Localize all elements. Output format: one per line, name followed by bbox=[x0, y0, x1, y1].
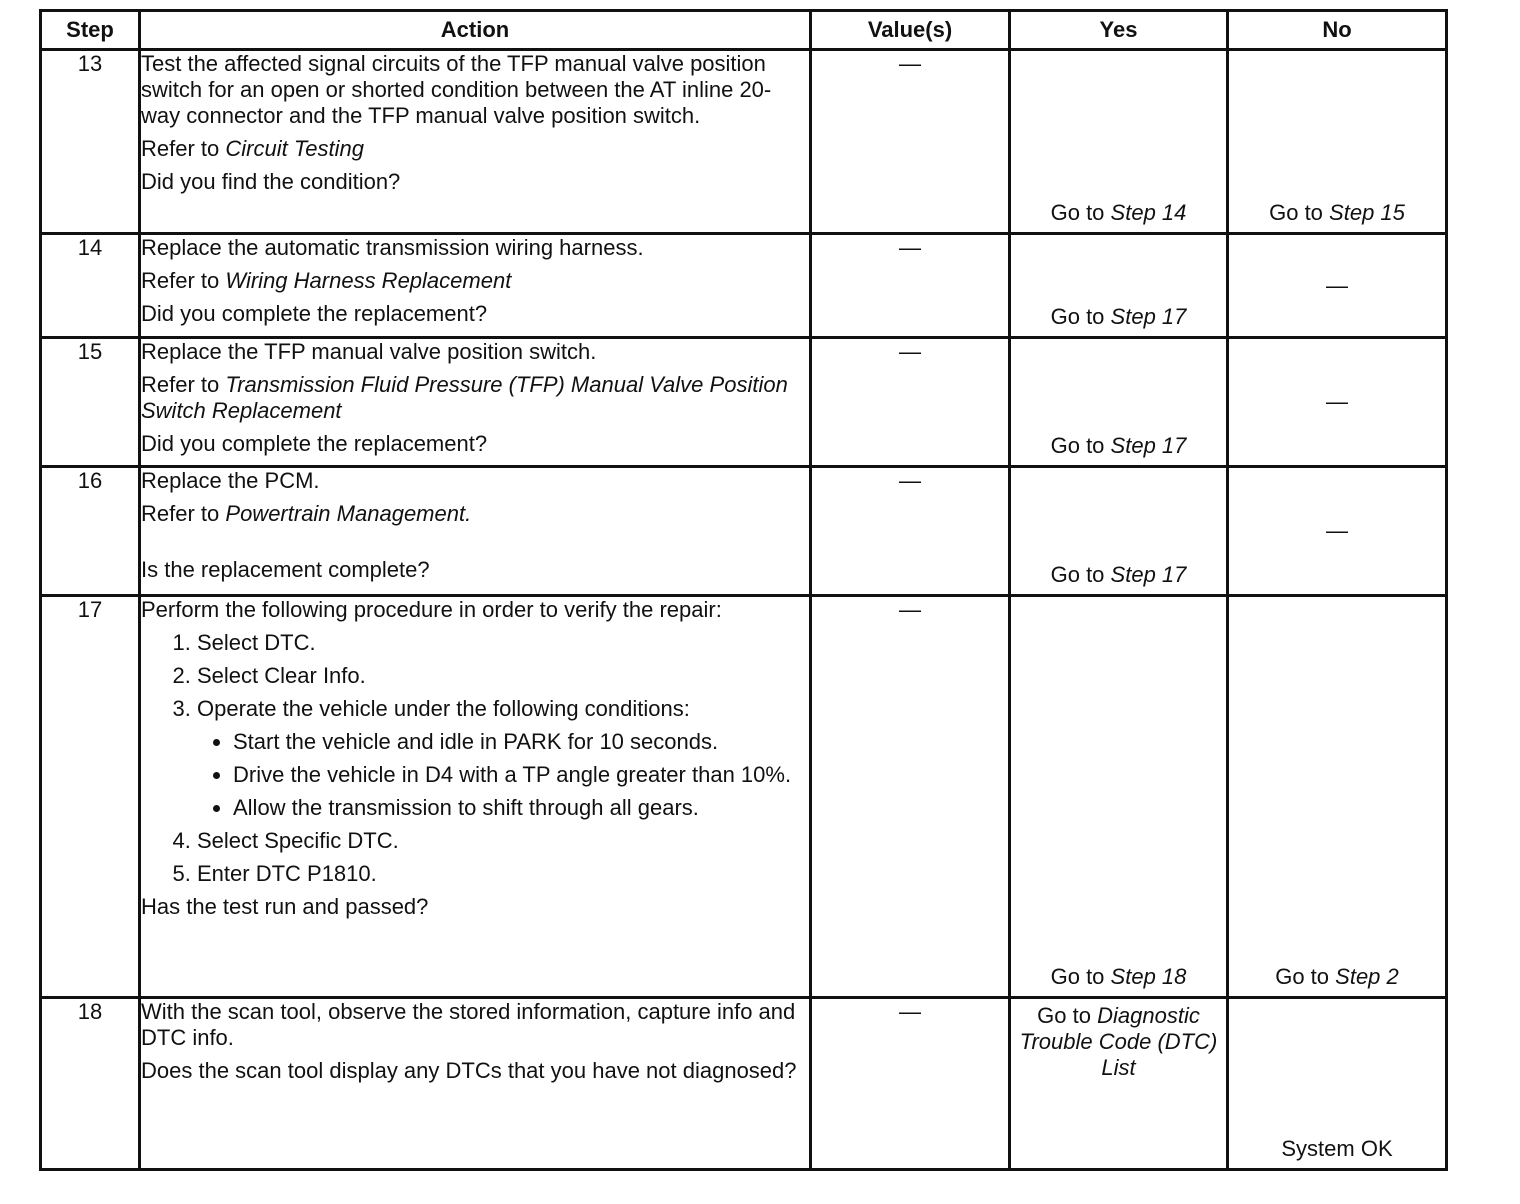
refer-link[interactable]: Wiring Harness Replacement bbox=[225, 268, 512, 293]
step-number: 15 bbox=[41, 338, 140, 467]
procedure-item: 1. Select DTC. bbox=[197, 630, 809, 656]
value-cell: — bbox=[811, 467, 1010, 596]
question-text: Has the test run and passed? bbox=[141, 894, 429, 919]
no-cell bbox=[1228, 596, 1447, 998]
refer-link-rest[interactable]: Management. bbox=[336, 501, 472, 526]
no-value: — bbox=[1326, 272, 1348, 298]
yes-cell bbox=[1010, 50, 1228, 234]
yes-goto[interactable] bbox=[1011, 999, 1226, 1081]
action-text: With the scan tool, observe the stored information, capture info and DTC info. bbox=[141, 999, 796, 1050]
condition-item: • Start the vehicle and idle in PARK for 10 seconds. bbox=[233, 729, 809, 755]
condition-item: • Drive the vehicle in D4 with a TP angle greater than 10%. bbox=[233, 762, 809, 788]
yes-goto[interactable] bbox=[1011, 304, 1226, 330]
table-row-step-14 bbox=[41, 234, 1447, 338]
refer-link[interactable]: Transmission Fluid Pressure (TFP) Manual Valve Position Switch Replacement bbox=[141, 372, 788, 423]
goto-prefix: Go to bbox=[1275, 964, 1330, 989]
action-cell bbox=[140, 467, 811, 596]
no-cell bbox=[1228, 50, 1447, 234]
value-cell: — bbox=[811, 50, 1010, 234]
refer-prefix: Refer to bbox=[141, 268, 220, 293]
action-text: Replace the TFP manual valve position switch. bbox=[141, 339, 597, 364]
refer-link[interactable]: Powertrain bbox=[225, 501, 331, 526]
yes-goto[interactable] bbox=[1011, 433, 1226, 459]
question-text: Did you complete the replacement? bbox=[141, 431, 488, 456]
refer-link[interactable]: Circuit Testing bbox=[225, 136, 364, 161]
goto-prefix: Go to bbox=[1037, 1003, 1091, 1028]
action-cell bbox=[140, 234, 811, 338]
header-values: Value(s) bbox=[811, 11, 1010, 50]
yes-cell bbox=[1010, 234, 1228, 338]
no-value: — bbox=[1326, 518, 1348, 543]
goto-step: Step 18 bbox=[1110, 964, 1187, 989]
goto-prefix: Go to bbox=[1050, 433, 1105, 458]
goto-prefix: Go to bbox=[1050, 964, 1105, 989]
table-row-step-16 bbox=[41, 467, 1447, 596]
goto-step: Step 2 bbox=[1335, 964, 1399, 989]
action-text: Replace the automatic transmission wiring harness. bbox=[141, 235, 644, 260]
step-number: 18 bbox=[41, 998, 140, 1170]
header-step: Step bbox=[41, 11, 140, 50]
goto-prefix: Go to bbox=[1050, 200, 1105, 225]
yes-goto[interactable] bbox=[1011, 964, 1226, 990]
goto-step: Step 14 bbox=[1110, 200, 1187, 225]
refer-prefix: Refer to bbox=[141, 372, 220, 397]
no-cell bbox=[1228, 234, 1447, 338]
no-cell bbox=[1228, 998, 1447, 1170]
no-goto[interactable] bbox=[1229, 964, 1445, 990]
action-text: Perform the following procedure in order to verify the repair: bbox=[141, 597, 722, 622]
action-cell bbox=[140, 338, 811, 467]
question-text: Did you complete the replacement? bbox=[141, 301, 488, 326]
header-yes: Yes bbox=[1010, 11, 1228, 50]
question-text: Does the scan tool display any DTCs that you have not diagnosed? bbox=[141, 1058, 797, 1083]
action-text: Replace the PCM. bbox=[141, 468, 320, 493]
action-cell bbox=[140, 50, 811, 234]
action-cell bbox=[140, 596, 811, 998]
action-cell bbox=[140, 998, 811, 1170]
no-value: — bbox=[1326, 389, 1348, 414]
refer-prefix: Refer to bbox=[141, 501, 220, 526]
procedure-item bbox=[197, 696, 809, 821]
procedure-item: 4. Select Specific DTC. bbox=[197, 828, 809, 854]
yes-cell bbox=[1010, 467, 1228, 596]
value-cell: — bbox=[811, 234, 1010, 338]
goto-dtc-list: Diagnostic Trouble Code (DTC) List bbox=[1019, 1003, 1218, 1080]
question-text: Did you find the condition? bbox=[141, 169, 401, 194]
procedure-item-text: Operate the vehicle under the following conditions: bbox=[197, 696, 690, 721]
procedure-item: 2. Select Clear Info. bbox=[197, 663, 809, 689]
yes-goto[interactable] bbox=[1011, 200, 1226, 226]
yes-cell bbox=[1010, 338, 1228, 467]
goto-step: Step 15 bbox=[1329, 200, 1405, 225]
goto-prefix: Go to bbox=[1050, 562, 1105, 587]
no-cell bbox=[1228, 338, 1447, 467]
step-number: 16 bbox=[41, 467, 140, 596]
header-action: Action bbox=[140, 11, 811, 50]
refer-line bbox=[141, 501, 809, 527]
action-text: Test the affected signal circuits of the TFP manual valve position switch for an open or shorted condition between the AT inline 20-way connector and the TFP manual valve position switch. bbox=[141, 51, 772, 128]
refer-line bbox=[141, 136, 809, 162]
table-row-step-17 bbox=[41, 596, 1447, 998]
table-row-step-13 bbox=[41, 50, 1447, 234]
goto-step: Step 17 bbox=[1110, 433, 1187, 458]
diagnostic-table bbox=[39, 9, 1448, 1171]
refer-prefix: Refer to bbox=[141, 136, 220, 161]
goto-step: Step 17 bbox=[1110, 304, 1187, 329]
goto-prefix: Go to bbox=[1269, 200, 1323, 225]
condition-item: • Allow the transmission to shift through all gears. bbox=[233, 795, 809, 821]
value-cell: — bbox=[811, 338, 1010, 467]
header-row bbox=[41, 11, 1447, 50]
goto-step: Step 17 bbox=[1110, 562, 1187, 587]
step-number: 17 bbox=[41, 596, 140, 998]
yes-cell bbox=[1010, 998, 1228, 1170]
refer-line bbox=[141, 268, 809, 294]
yes-cell bbox=[1010, 596, 1228, 998]
step-number: 14 bbox=[41, 234, 140, 338]
condition-list bbox=[197, 729, 809, 821]
no-cell bbox=[1228, 467, 1447, 596]
yes-goto[interactable] bbox=[1011, 562, 1226, 588]
goto-prefix: Go to bbox=[1050, 304, 1105, 329]
refer-line bbox=[141, 372, 809, 424]
system-ok: System OK bbox=[1281, 1136, 1393, 1161]
question-text: Is the replacement complete? bbox=[141, 557, 430, 582]
no-goto[interactable] bbox=[1229, 200, 1445, 226]
procedure-item: 5. Enter DTC P1810. bbox=[197, 861, 809, 887]
step-number: 13 bbox=[41, 50, 140, 234]
value-cell: — bbox=[811, 596, 1010, 998]
header-no: No bbox=[1228, 11, 1447, 50]
table-row-step-18 bbox=[41, 998, 1447, 1170]
value-cell: — bbox=[811, 998, 1010, 1170]
procedure-list bbox=[141, 630, 809, 887]
table-row-step-15 bbox=[41, 338, 1447, 467]
